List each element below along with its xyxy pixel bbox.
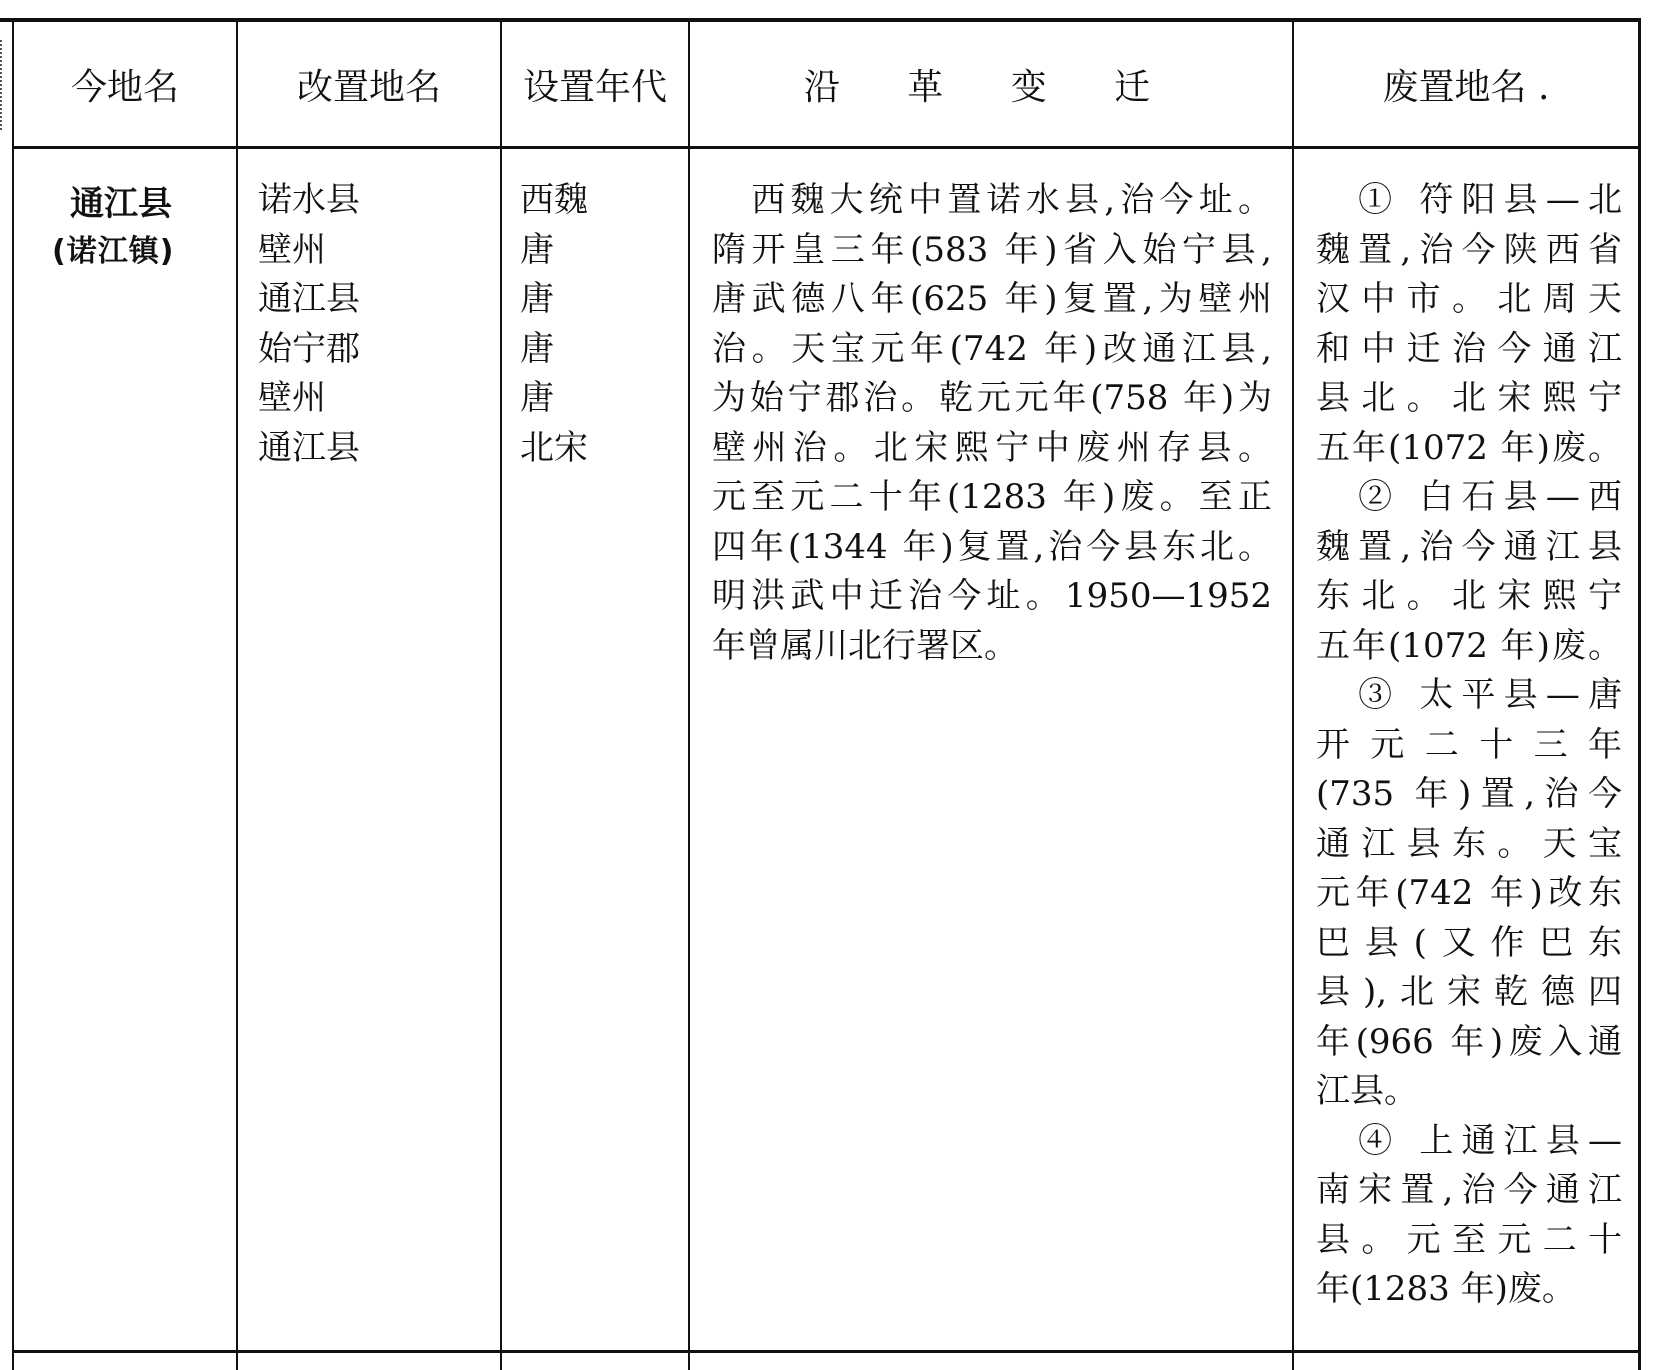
renamed-item: 壁州 [258, 229, 326, 270]
renamed-item: 通江县 [258, 427, 360, 468]
abolished-line: ① 符阳县—北 [1316, 180, 1622, 220]
abolished-line: 年(966 年)废入通 [1316, 1021, 1622, 1062]
renamed-item: 通江县 [258, 279, 360, 319]
abolished-line: 五年(1072 年)废。 [1316, 625, 1622, 666]
header-abolished: 废置地名 . [1382, 66, 1550, 108]
abolished-line: ④ 上通江县— [1316, 1120, 1622, 1161]
current-name-cell [52, 180, 232, 274]
abolished-line: 县。元至元二十 [1316, 1219, 1622, 1260]
abolished-line: (735 年)置,治今 [1316, 774, 1622, 814]
history-line: 四年(1344 年)复置,治今县东北。 [712, 526, 1272, 567]
abolished-line: 年(1283 年)废。 [1316, 1269, 1576, 1309]
header-history: 沿 革 变 迁 [803, 66, 1179, 108]
history-line: 年曾属川北行署区。 [712, 625, 1018, 666]
abolished-line: 汉中市。北周天 [1316, 279, 1622, 319]
era-item: 唐 [520, 279, 554, 319]
header-separator [12, 146, 1640, 149]
current-name-sub: (诺江镇) [52, 233, 175, 269]
abolished-line: 和中迁治今通江 [1316, 328, 1622, 369]
row-bottom-border [12, 1350, 1640, 1353]
abolished-line: 巴县(又作巴东 [1316, 922, 1622, 963]
abolished-line: ② 白石县—西 [1316, 477, 1622, 517]
era-item: 西魏 [520, 180, 588, 220]
abolished-line: 魏置,治今陕西省 [1316, 229, 1622, 270]
column-divider-2 [500, 18, 502, 1370]
abolished-line: 江县。 [1316, 1071, 1418, 1111]
history-line: 唐武德八年(625 年)复置,为壁州 [712, 279, 1272, 319]
renamed-item: 始宁郡 [258, 328, 360, 369]
column-divider-1 [236, 18, 238, 1370]
abolished-line: 县北。北宋熙宁 [1316, 378, 1622, 418]
abolished-line: 南宋置,治今通江 [1316, 1170, 1622, 1210]
history-line: 元至元二十年(1283 年)废。至正 [712, 477, 1272, 517]
history-line: 隋开皇三年(583 年)省入始宁县, [712, 229, 1272, 270]
abolished-line: ③ 太平县—唐 [1316, 675, 1622, 715]
history-line: 明洪武中迁治今址。1950—1952 [712, 576, 1272, 616]
abolished-line: 魏置,治今通江县 [1316, 526, 1622, 567]
abolished-line: 五年(1072 年)废。 [1316, 427, 1622, 468]
current-name: 通江县 [70, 184, 172, 224]
renamed-item: 壁州 [258, 378, 326, 418]
history-line: 壁州治。北宋熙宁中废州存县。 [712, 427, 1272, 468]
header-current-name: 今地名 [70, 66, 179, 108]
abolished-line: 县),北宋乾德四 [1316, 972, 1622, 1012]
era-list [520, 176, 680, 473]
abolished-text [1316, 176, 1622, 1315]
table-left-border [12, 18, 14, 1370]
renamed-item: 诺水县 [258, 180, 360, 220]
history-line: 西魏大统中置诺水县,治今址。 [712, 180, 1272, 220]
left-edge-mark [0, 40, 12, 130]
history-line: 治。天宝元年(742 年)改通江县, [712, 328, 1272, 369]
header-renamed: 改置地名 [296, 66, 441, 108]
era-item: 唐 [520, 229, 554, 270]
header-era: 设置年代 [522, 66, 667, 108]
era-item: 唐 [520, 328, 554, 369]
table-right-border [1638, 18, 1641, 1370]
column-divider-3 [688, 18, 690, 1370]
history-text [712, 176, 1272, 671]
abolished-line: 开 元 二 十 三 年 [1316, 724, 1622, 765]
renamed-list [258, 176, 488, 473]
abolished-line: 通江县东。天宝 [1316, 823, 1622, 864]
abolished-line: 元年(742 年)改东 [1316, 873, 1622, 913]
era-item: 唐 [520, 378, 554, 418]
abolished-line: 东北。北宋熙宁 [1316, 576, 1622, 616]
column-divider-4 [1292, 18, 1294, 1370]
history-line: 为始宁郡治。乾元元年(758 年)为 [712, 378, 1272, 418]
era-item: 北宋 [520, 427, 588, 468]
